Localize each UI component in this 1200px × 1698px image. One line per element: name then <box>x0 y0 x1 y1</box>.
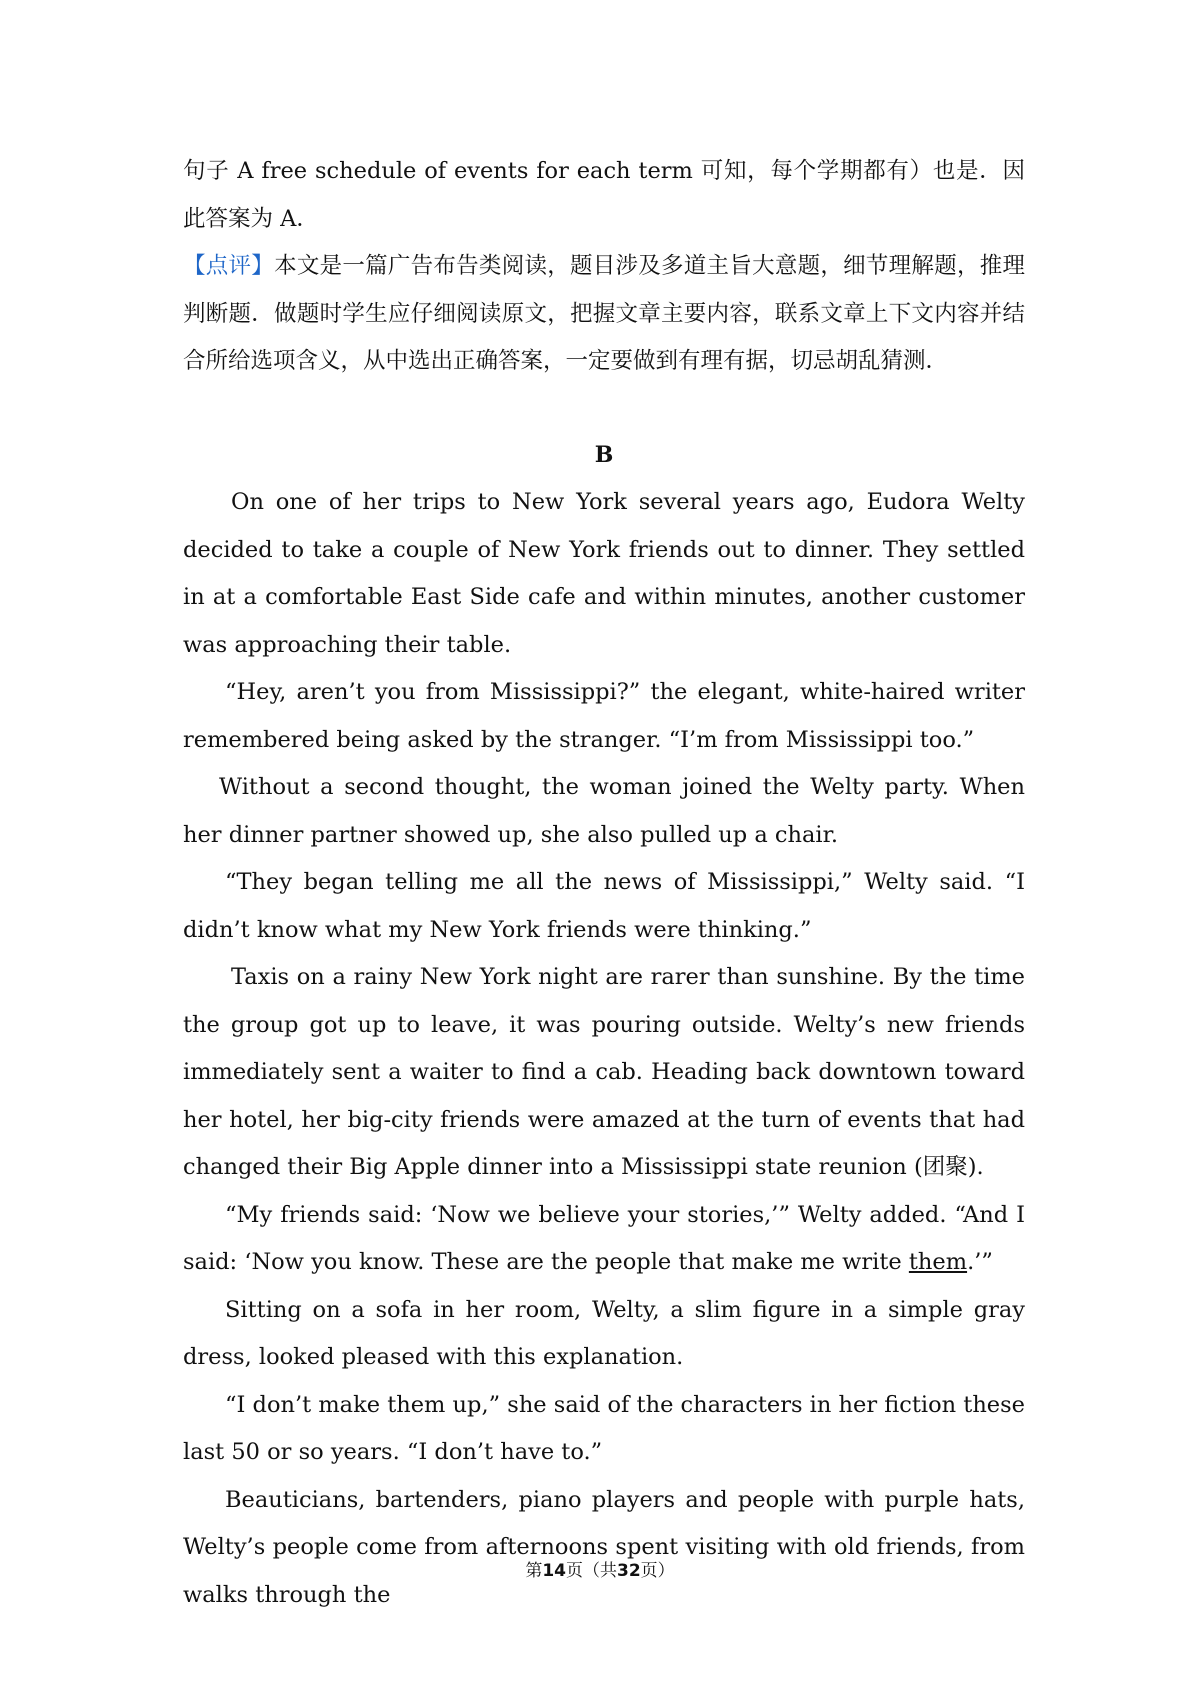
footer-suffix: 页） <box>640 1561 675 1581</box>
passage-paragraph-3: Without a second thought, the woman joined the Welty party. When her dinner partner showed up, she also pulled up a chair. <box>183 774 1025 848</box>
footer-current-page: 14 <box>542 1561 566 1581</box>
footer-total-pages: 32 <box>617 1561 641 1581</box>
passage-paragraph-7: Sitting on a sofa in her room, Welty, a slim figure in a simple gray dress, looked pleased with this explanation. <box>183 1296 1025 1370</box>
comment-label: 【点评】 <box>183 253 275 279</box>
passage-paragraph-1: On one of her trips to New York several years ago, Eudora Welty decided to take a couple of New York friends out to dinner. They settled in at a comfortable East Side cafe and within minutes, another customer was approaching their table. <box>183 489 1025 658</box>
passage-heading: B <box>594 441 614 468</box>
paragraph-6-end: .’” <box>967 1249 993 1275</box>
passage-paragraph-2: “Hey, aren’t you from Mississippi?” the elegant, white-haired writer remembered being asked by the stranger. “I’m from Mississippi too.” <box>183 679 1025 753</box>
page-footer <box>0 1559 1200 1583</box>
passage-paragraph-8: “I don’t make them up,” she said of the characters in her fiction these last 50 or so years. “I don’t have to.” <box>183 1391 1025 1465</box>
analysis-answer-text: 句子 A free schedule of events for each term 可知，每个学期都有）也是．因此答案为 A． <box>183 158 1025 232</box>
comment-paragraph <box>183 243 1025 386</box>
passage-paragraph-9: Beauticians, bartenders, piano players and people with purple hats, Welty’s people come from afternoons spent visiting with old friends, from walks through the <box>183 1486 1025 1608</box>
footer-middle: 页（共 <box>566 1561 617 1581</box>
footer-prefix: 第 <box>525 1561 543 1581</box>
underlined-word: them <box>908 1249 968 1275</box>
passage-paragraph-6 <box>183 1192 1025 1287</box>
passage-paragraph-4: “They began telling me all the news of Mississippi,” Welty said. “I didn’t know what my New York friends were thinking.” <box>183 869 1025 943</box>
page-content <box>183 148 1025 1619</box>
paragraph-6-text: “My friends said: ‘Now we believe your stories,’” Welty added. “And I said: ‘Now you know. These are the people that make me write <box>183 1201 1025 1275</box>
passage-paragraph-5: Taxis on a rainy New York night are rarer than sunshine. By the time the group got up to leave, it was pouring outside. Welty’s new friends immediately sent a waiter to find a cab. Heading back downtown toward her hotel, her big-city friends were amazed at the turn of events that had changed their Big Apple dinner into a Mississippi state reunion (团聚). <box>183 964 1025 1180</box>
comment-text: 本文是一篇广告布告类阅读，题目涉及多道主旨大意题，细节理解题，推理判断题．做题时学生应仔细阅读原文，把握文章主要内容，联系文章上下文内容并结合所给选项含义，从中选出正确答案，一定要做到有理有据，切忌胡乱猜测． <box>183 253 1025 374</box>
